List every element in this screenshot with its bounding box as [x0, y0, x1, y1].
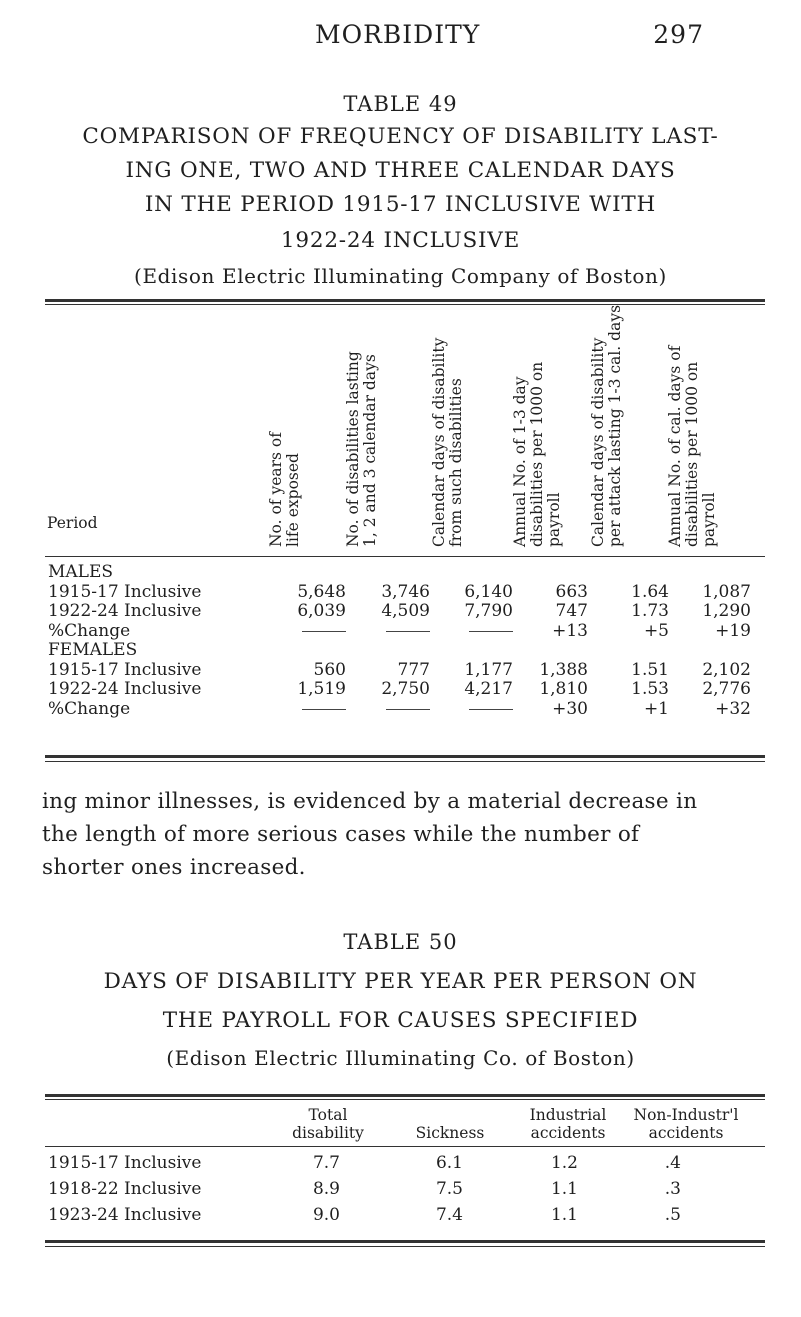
column-header-line: No. of disabilities lasting	[344, 351, 362, 547]
table-cell: 1.1	[550, 1205, 578, 1225]
table-cell: 1,388	[539, 659, 588, 680]
table49-caption-line: ING ONE, TWO AND THREE CALENDAR DAYS	[125, 158, 676, 183]
table-cell: 4,217	[464, 679, 513, 699]
row-period: 1923-24 Inclusive	[48, 1205, 202, 1225]
table-cell: 2,102	[702, 659, 751, 680]
column-header-line: Total	[308, 1106, 348, 1124]
empty-cell-dash	[469, 621, 513, 641]
row-period: %Change	[48, 620, 131, 641]
empty-cell-dash	[302, 699, 346, 719]
table-cell: 1,810	[539, 679, 588, 699]
column-header-line: disabilities per 1000 on	[683, 361, 701, 547]
table-cell: 1,290	[702, 601, 751, 621]
table-cell: +30	[552, 698, 588, 719]
table49-column-header	[345, 207, 379, 547]
column-header-line: Industrial	[529, 1106, 607, 1124]
table49-column-header	[667, 207, 718, 547]
table-cell: 7,790	[464, 601, 513, 621]
empty-cell-dash	[386, 699, 430, 719]
table49-period-header: Period	[47, 514, 98, 532]
table-cell: +1	[643, 698, 669, 719]
column-header-line: Annual No. of 1-3 day	[511, 376, 529, 547]
section-label: FEMALES	[48, 640, 138, 660]
table49-column-header	[431, 207, 465, 547]
empty-cell-dash	[386, 621, 430, 641]
table-cell: +13	[552, 620, 588, 641]
column-header-line: Calendar days of disability	[430, 337, 448, 547]
table49-subtitle: (Edison Electric Illuminating Company of Boston)	[134, 264, 667, 288]
table50-bottom-rule-thin	[45, 1246, 765, 1247]
table-cell: +32	[715, 698, 751, 719]
table-cell: 6,140	[464, 581, 513, 602]
dash-mark	[302, 631, 346, 632]
table-cell: 4,509	[381, 601, 430, 621]
table-cell: .5	[664, 1205, 681, 1225]
column-header-line: accidents	[648, 1124, 724, 1142]
column-header-line: 1, 2 and 3 calendar days	[361, 354, 379, 547]
row-period: 1922-24 Inclusive	[48, 601, 202, 621]
table-cell: 7.4	[435, 1205, 463, 1225]
table-cell: .3	[664, 1179, 681, 1199]
table-cell: 1.2	[550, 1153, 578, 1173]
table49-bottom-rule	[45, 755, 765, 758]
column-header-line: payroll	[545, 492, 563, 547]
dash-mark	[469, 631, 513, 632]
table-cell: 3,746	[381, 581, 430, 602]
row-period: 1915-17 Inclusive	[48, 659, 202, 680]
row-period: 1915-17 Inclusive	[48, 1153, 202, 1173]
table-cell: 663	[555, 581, 588, 602]
table-cell: 9.0	[312, 1205, 340, 1225]
row-period: %Change	[48, 698, 131, 719]
table49-header-rule	[45, 556, 765, 557]
table49-column-header	[512, 207, 563, 547]
table50-title: TABLE 50	[343, 930, 458, 954]
table-cell: 7.7	[312, 1153, 340, 1173]
table-cell: 1.64	[631, 581, 669, 602]
column-header-line: from such disabilities	[447, 378, 465, 547]
table49-column-header	[590, 207, 624, 547]
column-header-line: accidents	[530, 1124, 606, 1142]
table-cell: 5,648	[297, 581, 346, 602]
page-number: 297	[653, 20, 704, 49]
dash-mark	[302, 709, 346, 710]
paragraph-line: ing minor illnesses, is evidenced by a material decrease in	[42, 789, 698, 814]
empty-cell-dash	[469, 699, 513, 719]
section-label: MALES	[48, 562, 114, 582]
column-header-line: Calendar days of disability	[589, 337, 607, 547]
table-cell: 1.73	[631, 601, 669, 621]
dash-mark	[386, 631, 430, 632]
table49-column-header	[268, 207, 302, 547]
table50-caption-line: THE PAYROLL FOR CAUSES SPECIFIED	[162, 1008, 639, 1033]
column-header-line: Sickness	[415, 1124, 485, 1142]
table49-caption-line: IN THE PERIOD 1915-17 INCLUSIVE WITH	[144, 192, 657, 217]
column-header-line: life exposed	[284, 453, 302, 547]
table-cell: 2,750	[381, 679, 430, 699]
table50-header-rule	[45, 1146, 765, 1147]
table-cell: 8.9	[312, 1179, 340, 1199]
table-cell: .4	[664, 1153, 681, 1173]
table49-top-rule-thin	[45, 304, 765, 305]
table-cell: +19	[715, 620, 751, 641]
table50-column-header	[611, 1106, 761, 1142]
table-cell: 1.53	[631, 679, 669, 699]
table50-bottom-rule	[45, 1240, 765, 1243]
table-cell: +5	[643, 620, 669, 641]
column-header-line: payroll	[700, 492, 718, 547]
table-cell: 1.51	[631, 659, 669, 680]
table50-top-rule	[45, 1094, 765, 1097]
body-paragraph	[42, 785, 762, 884]
column-header-line: No. of years of	[267, 431, 285, 547]
table49-top-rule	[45, 299, 765, 302]
row-period: 1915-17 Inclusive	[48, 581, 202, 602]
table-cell: 1,087	[702, 581, 751, 602]
running-header-title: MORBIDITY	[315, 20, 481, 49]
table-cell: 1.1	[550, 1179, 578, 1199]
table-cell: 6.1	[435, 1153, 463, 1173]
table-cell: 1,177	[464, 659, 513, 680]
table49-bottom-rule-thin	[45, 761, 765, 762]
row-period: 1918-22 Inclusive	[48, 1179, 202, 1199]
column-header-line: Annual No. of cal. days of	[666, 345, 684, 547]
table-cell: 7.5	[435, 1179, 463, 1199]
row-period: 1922-24 Inclusive	[48, 679, 202, 699]
column-header-line: per attack lasting 1-3 cal. days	[606, 304, 624, 547]
table-cell: 777	[397, 659, 430, 680]
paragraph-line: the length of more serious cases while the number of	[42, 822, 640, 847]
table-cell: 6,039	[297, 601, 346, 621]
table-cell: 1,519	[297, 679, 346, 699]
paragraph-line: shorter ones increased.	[42, 855, 306, 880]
column-header-line: disability	[292, 1124, 364, 1142]
table-cell: 2,776	[702, 679, 751, 699]
table49-caption-line: COMPARISON OF FREQUENCY OF DISABILITY LAST-	[82, 124, 719, 149]
column-header-line: Non-Industr'l	[633, 1106, 739, 1124]
table50-caption-line: DAYS OF DISABILITY PER YEAR PER PERSON ON	[103, 969, 698, 994]
table49-title: TABLE 49	[343, 92, 458, 116]
table50-top-rule-thin	[45, 1099, 765, 1100]
table-cell: 560	[313, 659, 346, 680]
column-header-line: disabilities per 1000 on	[528, 361, 546, 547]
table-cell: 747	[555, 601, 588, 621]
table49-caption-line: 1922-24 INCLUSIVE	[280, 228, 521, 253]
dash-mark	[469, 709, 513, 710]
empty-cell-dash	[302, 621, 346, 641]
table50-subtitle: (Edison Electric Illuminating Co. of Boston)	[166, 1046, 635, 1070]
dash-mark	[386, 709, 430, 710]
